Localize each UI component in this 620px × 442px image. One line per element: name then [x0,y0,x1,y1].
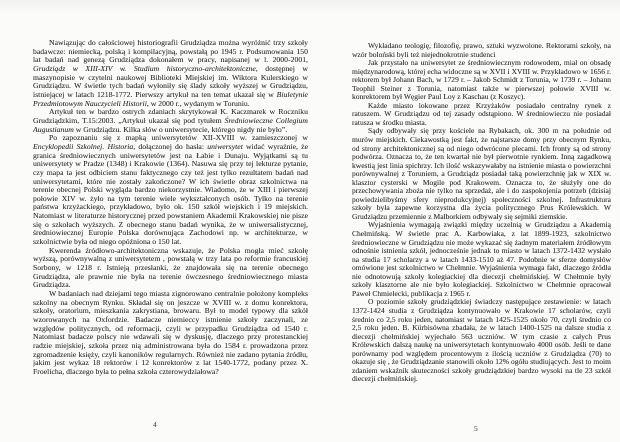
page-left-text [33,39,308,377]
paragraph [352,127,611,221]
scanned-page-left [33,39,308,415]
text-run: widać wyraźnie, że granica średniowiecznych uniwersytetów jest na Łabie i Dunaju. Wyjątkami są tu uniwersytety w Pradze (1348) i Krakowie (1364). Nasuwa się przy tej lekturze pytanie, czy mapa ta jest odbiciem stanu faktycznego czy też jest tylko rezultatem badań nad uniwersytetami, które nie zostały zakończone? W ich świetle obraz szkolnictwa na terenie obecnej Polski wygląda bardzo niekorzystnie. Wiadomo, że w XIII i pierwszej połowie XIV w. żyło na tym terenie wiele wykształconych osób. Tylko na terenie państwa krzyżackiego, przykładowo, było ok. 150 szkół wiejskich i 19 miejskich. Natomiast w literaturze historycznej przed powstaniem Akademii Krakowskiej nie pisze się o szkołach wyższych. Z obecnego stanu badań wynika, że w uniwersalistycznej, średniowiecznej Europie Polska dorównująca Zachodowi np. w architekturze, w szkolnictwie była od niego opóźniona o 150 lat. [33,141,308,247]
text-run: Każde miasto lokowane przez Krzyżaków posiadało centralny rynek z ratuszem. W Grudziądzu od tej zasady odstąpiono. W średniowieczu nie posiadał ratusza w środku miasta. [352,100,611,127]
paragraph [352,298,611,383]
text-run: Wyjaśnienia wymagają związki między uczelnią w Grudziądzu a Akademią Chełmińską. W świetle prac A. Karbowiaka, z lat 1899-1923, szkolnictwo średniowieczne w Grudziądzu nie może wykazać się żadnym materiałem źródłowym odnośnie istnienia szkół, jednocześnie jednak to miasto w latach 1372-1432 wysłało na studia 17 scholarzy a w latach 1433-1510 aż 47. Podobnie w sferze domysłów omówione jest szkolnictwo w Chełmnie. Wyjaśnienia wymaga fakt, dlaczego źródła nie odnotowują szkoły kolegiackiej dla diecezji chełmińskiej. W Chełmnie były szkoły klasztorne ale nie było kolegiackiej. Szkolnictwo w Chełmnie opracował Paweł Chmielecki, publikacja z 1965 r. [352,220,611,298]
text-run: W badaniach nad dziejami tego miasta zignorowano centralnie położony kompleks szkolny na obecnym Rynku. Składał się on jeszcze w XVIII w. z domu konrektora, szkoły, oratorium, mieszkania zakrystiana, browaru. Był to model typowy dla szkół wzorowanych na Oxfordzie. Badacze niemieccy istnienie szkoły zaczynali, ze względów politycznych, od reformacji, czyli w przypadku Grudziądza od 1540 r. Natomiast badacze polscy nie wdawali się w dyskusję, dlaczego przy protestanckiej radzie miejskiej, szkoła przez nią administrowana była do 1584 r. prowadzona przez zgromadzenie księży, czyli kanoników regularnych. Również nie zadano pytania źródłu, jakim jest wykaz 18 rektorów i 12 konrektorów z lat 1540-1772, podany przez X. Froelicha, dlaczego była to pełna szkoła czterowydziałowa? [33,289,308,376]
page-right-text [352,42,611,384]
italic-text-run: Średniowieczne Collegium Augustianum [33,115,308,134]
text-run: Po zapoznaniu się z mapką uniwersytetów XII-XVIII w. zamieszczonej w [49,133,308,143]
text-run: , dostępnej w maszynopisie w czytelni naukowej Biblioteki Miejskiej im. Wiktora Kulerskiego w Grudziądzu. W świetle tych badań wyłoniły się ślady szkoły wyższej w Grudziądzu, istniejącej w latach 1218-1772. Pierwszy artykuł na ten temat ukazał się w [33,63,308,99]
paragraph [33,290,308,377]
page-number-left: 4 [153,420,157,429]
page-number-right: 5 [474,424,478,433]
text-run: , w 2000 r., wydanym w Toruniu. [146,98,250,108]
paragraph [352,221,611,298]
paragraph [352,102,611,128]
text-run: Artykuł ten w bardzo ostrych zdaniach skrytykował K. Kaczmarek w Roczniku Grudziądzkim, T.15:2003. „Artykuł ukazał się pod tytułem [33,107,308,125]
italic-text-run: Encyklopedii Szkolnej. Historia [33,141,134,151]
text-run: Jak przystało na uniwersytet ze średniowiecznym rodowodem, miał on obsadę międzynarodową, której echa widoczne są w XVII i XVIII w. Przykładowo w 1656 r. rektorem był Johann Bach, w 1729 r. – Jakob Schmidt z Torunia, w 1739 r. – Johann Teophil Steiner z Torunia, natomiast także w pierwszej połowie XVIII w. konrektorem był Węgier Paul Loy z Kaschau (z Koszyc). [352,58,611,102]
text-run: Wykładano teologię, filozofię, prawo, sztuki wyzwolone. Rektorami szkoły, na wzór boloński byli też niejednokrotnie studenci [352,42,611,59]
italic-text-run: uniwersytet [207,141,243,151]
paragraph [33,39,308,108]
paragraph [33,247,308,290]
text-run: Sądy odbywały się przy kościele na Rybakach, ok. 300 m na południe od murów miejskich. Ciekawostką jest fakt, że najstarsze domy przy obecnym Rynku, od strony architektonicznej są od niego odwrócone plecami. Ich fronty są od strony podwórza. Oznacza to, że ten kwartał nie był pierwotnie rynkiem. Inną zagadkową kwestią jest linia spichrzy. Ich ilość wskazywałaby na istnienie miasta o powierzchni porównywalnej z Toruniem, a Grudziądz posiadał taką powierzchnię jak w XIX w. klasztor cysterski w Mogile pod Krakowem. Oznacza to, że służyły one do przechowywania zboża nie tylko na sprzedaż, ale i do zaspokojenia potrzeb (dzisiaj powiedzielibyśmy sfery nieprodukcyjnej) społeczności szkolnej. Infrastruktura szkoły była zapewne korzystna dla życia politycznego Prus Królewskich. W Grudziądzu przemiennie z Malborkiem odbywały się sejmiki ziemskie. [352,126,611,221]
text-run: Nawiązując do całościowej historiografii Grudziądza można wyróżnić trzy szkoły badawcze: niemiecką, polską i kompilacyjną, powstałą po 1945 r. Podsumowania 150 lat badań nad genezą Grudziądza dokonałem w pracy, napisanej w l. 2000-2001, [33,39,308,65]
text-run: , dołączonej do hasła: [133,141,208,151]
paragraph [352,42,611,59]
scan-noise-band [0,0,620,14]
paragraph [33,108,308,134]
paragraph [33,134,308,247]
text-run: Kwerenda źródłowo-architektoniczna wskazuje, że Polska mogła mieć szkołę wyższą, porównywalną z uniwersytetem , powstałą w trzy lata po reformie francuskiej Sorbony, w 1218 r. Istnieją przesłanki, że znajdowała się na terenie obecnego Grudziądza, ale prawnie nie była na terenie ówczesnego średniowiecznego miasta Grudziądza. [33,245,308,290]
text-run: O poziomie szkoły grudziądzkiej świadczy następujące zestawienie: w latach 1372-1424 studia z Grudziądza kontynuowało w Krakowie 17 scholarów, czyli średnio co 2,5 roku jeden, natomiast w latach 1425-1525 około 70, czyli średnio co 2,5 roku jeden. B. Kürbisówna zbadała, że w latach 1400-1525 na dalsze studia z diecezji chełmińskiej wyjechało 563 uczniów. W tym czasie z całych Prus Królewskich dalszą naukę na uniwersytetach kontynuowało 4000 osób. Jeśli te dane porównamy pod względem procentowym z ilością uczniów z Grudziądza (70) to okazuje się , że Grudziądzanie stanowili około 12% ogółu studiujących. Jest to moim zdaniem wskaźnik skuteczności szkoły grudziądzkiej bardzo wysoki na tle 23 szkół diecezji chełmińskiej. [352,297,611,384]
italic-text-run: Grudziądz w XIII-XIV w. Studium historyczno-architektoniczne [33,63,256,73]
paragraph [352,59,611,102]
text-run: w Grudziądzu. Kilka słów o uniwersytecie, którego nigdy nie było”. [73,124,288,134]
italic-text-run: Biuletynie Przedmiotowym Nauczycieli Historii [33,89,308,108]
scanned-page-right [352,42,611,418]
